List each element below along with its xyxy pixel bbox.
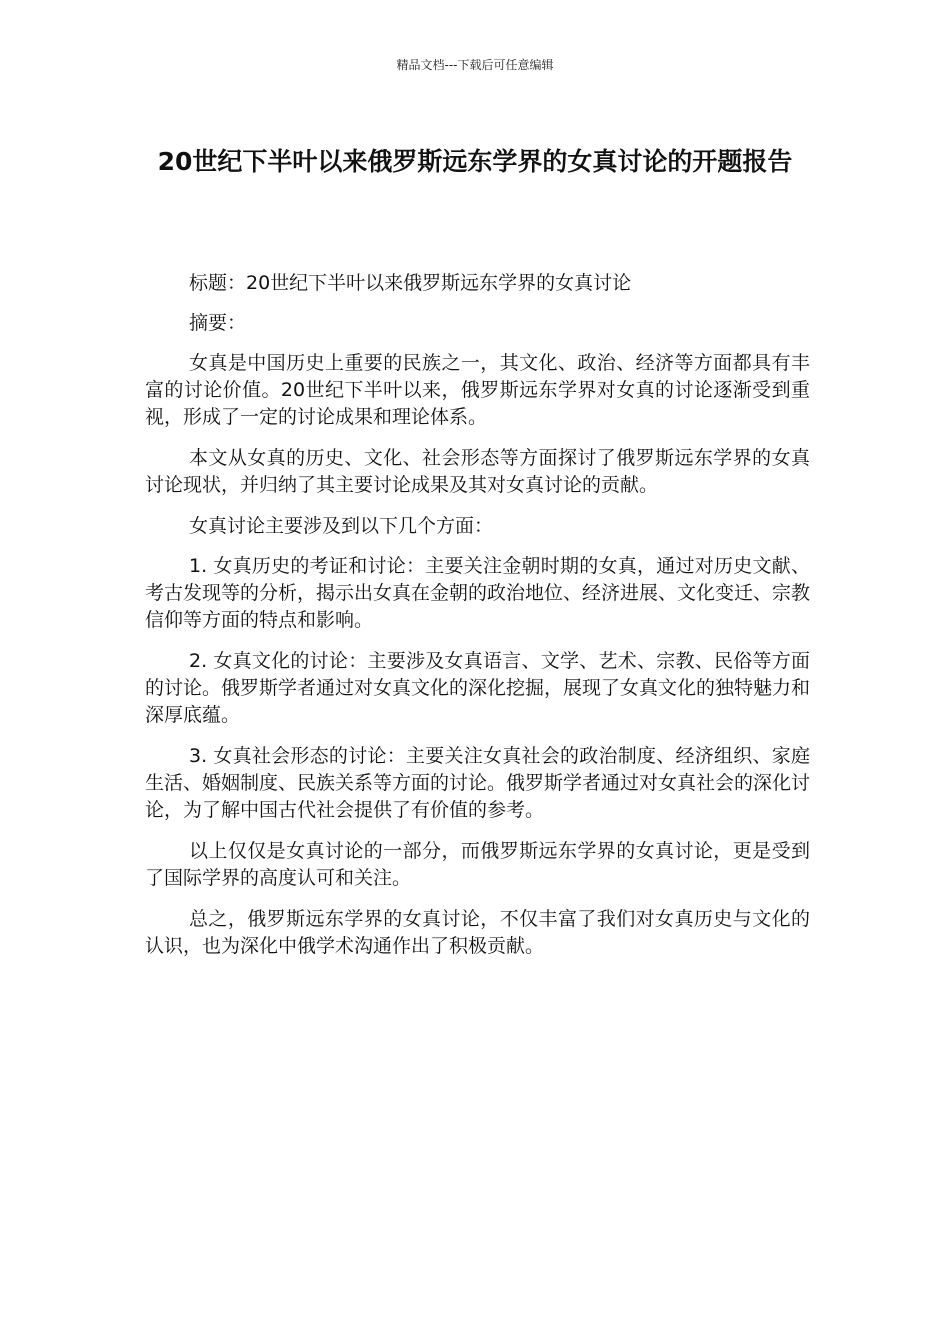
paragraph-conclusion: 总之，俄罗斯远东学界的女真讨论，不仅丰富了我们对女真历史与文化的认识，也为深化中俄学术沟通作出了积极贡献。 <box>145 908 810 957</box>
paragraph-title-line: 标题：20世纪下半叶以来俄罗斯远东学界的女真讨论 <box>189 272 632 294</box>
paragraph-scope: 本文从女真的历史、文化、社会形态等方面探讨了俄罗斯远东学界的女真讨论现状，并归纳了其主要讨论成果及其对女真讨论的贡献。 <box>145 447 810 496</box>
paragraph-summary: 以上仅仅是女真讨论的一部分，而俄罗斯远东学界的女真讨论，更是受到了国际学界的高度认可和关注。 <box>145 840 810 889</box>
document-title: 20世纪下半叶以来俄罗斯远东学界的女真讨论的开题报告 <box>157 147 793 176</box>
paragraph-aspect-culture: 2. 女真文化的讨论：主要涉及女真语言、文学、艺术、宗教、民俗等方面的讨论。俄罗斯学者通过对女真文化的深化挖掘，展现了女真文化的独特魅力和深厚底蕴。 <box>145 650 811 726</box>
paragraph-aspect-society: 3. 女真社会形态的讨论：主要关注女真社会的政治制度、经济组织、家庭生活、婚姻制度、民族关系等方面的讨论。俄罗斯学者通过对女真社会的深化讨论，为了解中国古代社会提供了有价值的参考。 <box>145 745 811 821</box>
paragraph-aspects-intro: 女真讨论主要涉及到以下几个方面： <box>189 515 494 537</box>
paragraph-intro: 女真是中国历史上重要的民族之一，其文化、政治、经济等方面都具有丰富的讨论价值。20世纪下半叶以来，俄罗斯远东学界对女真的讨论逐渐受到重视，形成了一定的讨论成果和理论体系。 <box>145 352 810 428</box>
header-note: 精品文档---下载后可任意编辑 <box>396 58 554 72</box>
document-body <box>145 270 810 974</box>
paragraph-aspect-history: 1. 女真历史的考证和讨论：主要关注金朝时期的女真，通过对历史文献、考古发现等的分析，揭示出女真在金朝的政治地位、经济进展、文化变迁、宗教信仰等方面的特点和影响。 <box>145 555 811 631</box>
paragraph-abstract-label: 摘要： <box>189 312 247 334</box>
